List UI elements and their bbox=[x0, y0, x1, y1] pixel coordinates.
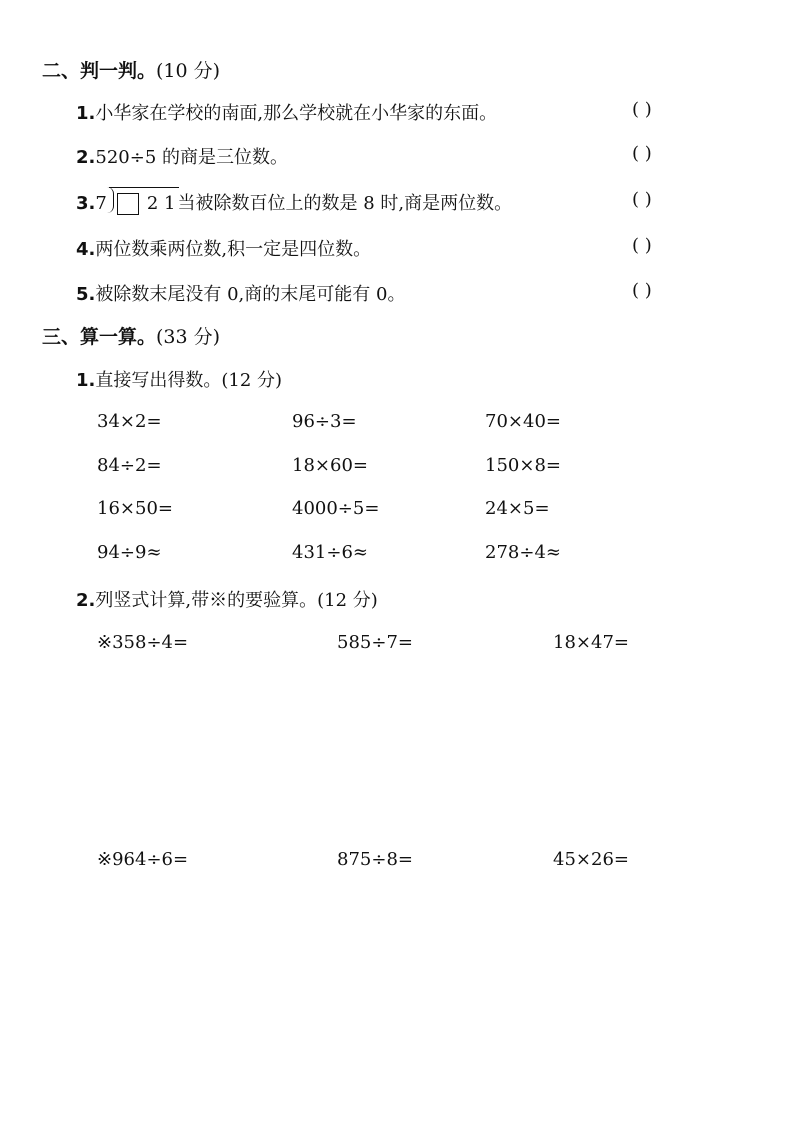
part1-title bbox=[76, 366, 282, 392]
answer-parenthesis-5[interactable]: ( ) bbox=[632, 280, 652, 301]
oral-calc: 84÷2= bbox=[97, 455, 162, 476]
section2-title bbox=[42, 56, 220, 83]
item-number: 4. bbox=[76, 239, 96, 260]
oral-calc: 431÷6≈ bbox=[292, 542, 368, 563]
oral-calc: 4000÷5= bbox=[292, 498, 380, 519]
oral-calc: 96÷3= bbox=[292, 411, 357, 432]
oral-calc: 18×60= bbox=[292, 455, 368, 476]
judge-item-3 bbox=[76, 189, 512, 215]
item-number: 3. bbox=[76, 193, 96, 214]
item-number: 1. bbox=[76, 103, 96, 124]
part-number: 2. bbox=[76, 590, 96, 611]
oral-calc: 24×5= bbox=[485, 498, 550, 519]
judge-item-2 bbox=[76, 143, 288, 169]
item-text: 两位数乘两位数,积一定是四位数。 bbox=[95, 239, 372, 260]
vertical-calc: ※358÷4= bbox=[97, 632, 189, 653]
part-number: 1. bbox=[76, 370, 96, 391]
vertical-calc: ※964÷6= bbox=[97, 849, 189, 870]
section2-title-text: 二、判一判。 bbox=[42, 60, 157, 82]
answer-parenthesis-1[interactable]: ( ) bbox=[632, 99, 652, 120]
part-title-text: 列竖式计算,带※的要验算。(12 分) bbox=[95, 590, 378, 611]
dividend-digits: 2 1 bbox=[146, 193, 176, 214]
section3-points: (33 分) bbox=[156, 326, 221, 348]
part-title-text: 直接写出得数。(12 分) bbox=[95, 370, 283, 391]
oral-calc: 94÷9≈ bbox=[97, 542, 162, 563]
answer-parenthesis-4[interactable]: ( ) bbox=[632, 235, 652, 256]
oral-calc: 278÷4≈ bbox=[485, 542, 561, 563]
vertical-calc: 875÷8= bbox=[337, 849, 413, 870]
oral-calc: 70×40= bbox=[485, 411, 561, 432]
item-text: 520÷5 的商是三位数。 bbox=[95, 147, 288, 168]
vertical-calc: 585÷7= bbox=[337, 632, 413, 653]
section3-title-text: 三、算一算。 bbox=[42, 326, 157, 348]
judge-item-1 bbox=[76, 99, 497, 125]
part2-title bbox=[76, 586, 378, 612]
oral-calc: 150×8= bbox=[485, 455, 561, 476]
oral-calc: 34×2= bbox=[97, 411, 162, 432]
judge-item-4 bbox=[76, 235, 371, 261]
vertical-calc: 45×26= bbox=[553, 849, 629, 870]
divisor: 7 bbox=[95, 193, 107, 214]
section3-title bbox=[42, 322, 220, 349]
judge-item-5 bbox=[76, 280, 405, 306]
item-text: 被除数末尾没有 0,商的末尾可能有 0。 bbox=[95, 284, 406, 305]
vertical-calc: 18×47= bbox=[553, 632, 629, 653]
item-text: 当被除数百位上的数是 8 时,商是两位数。 bbox=[177, 193, 513, 214]
oral-calc: 16×50= bbox=[97, 498, 173, 519]
long-division-symbol bbox=[109, 193, 176, 215]
item-text: 小华家在学校的南面,那么学校就在小华家的东面。 bbox=[95, 103, 498, 124]
item-number: 5. bbox=[76, 284, 96, 305]
answer-parenthesis-2[interactable]: ( ) bbox=[632, 143, 652, 164]
section2-points: (10 分) bbox=[156, 60, 221, 82]
item-number: 2. bbox=[76, 147, 96, 168]
answer-parenthesis-3[interactable]: ( ) bbox=[632, 189, 652, 210]
